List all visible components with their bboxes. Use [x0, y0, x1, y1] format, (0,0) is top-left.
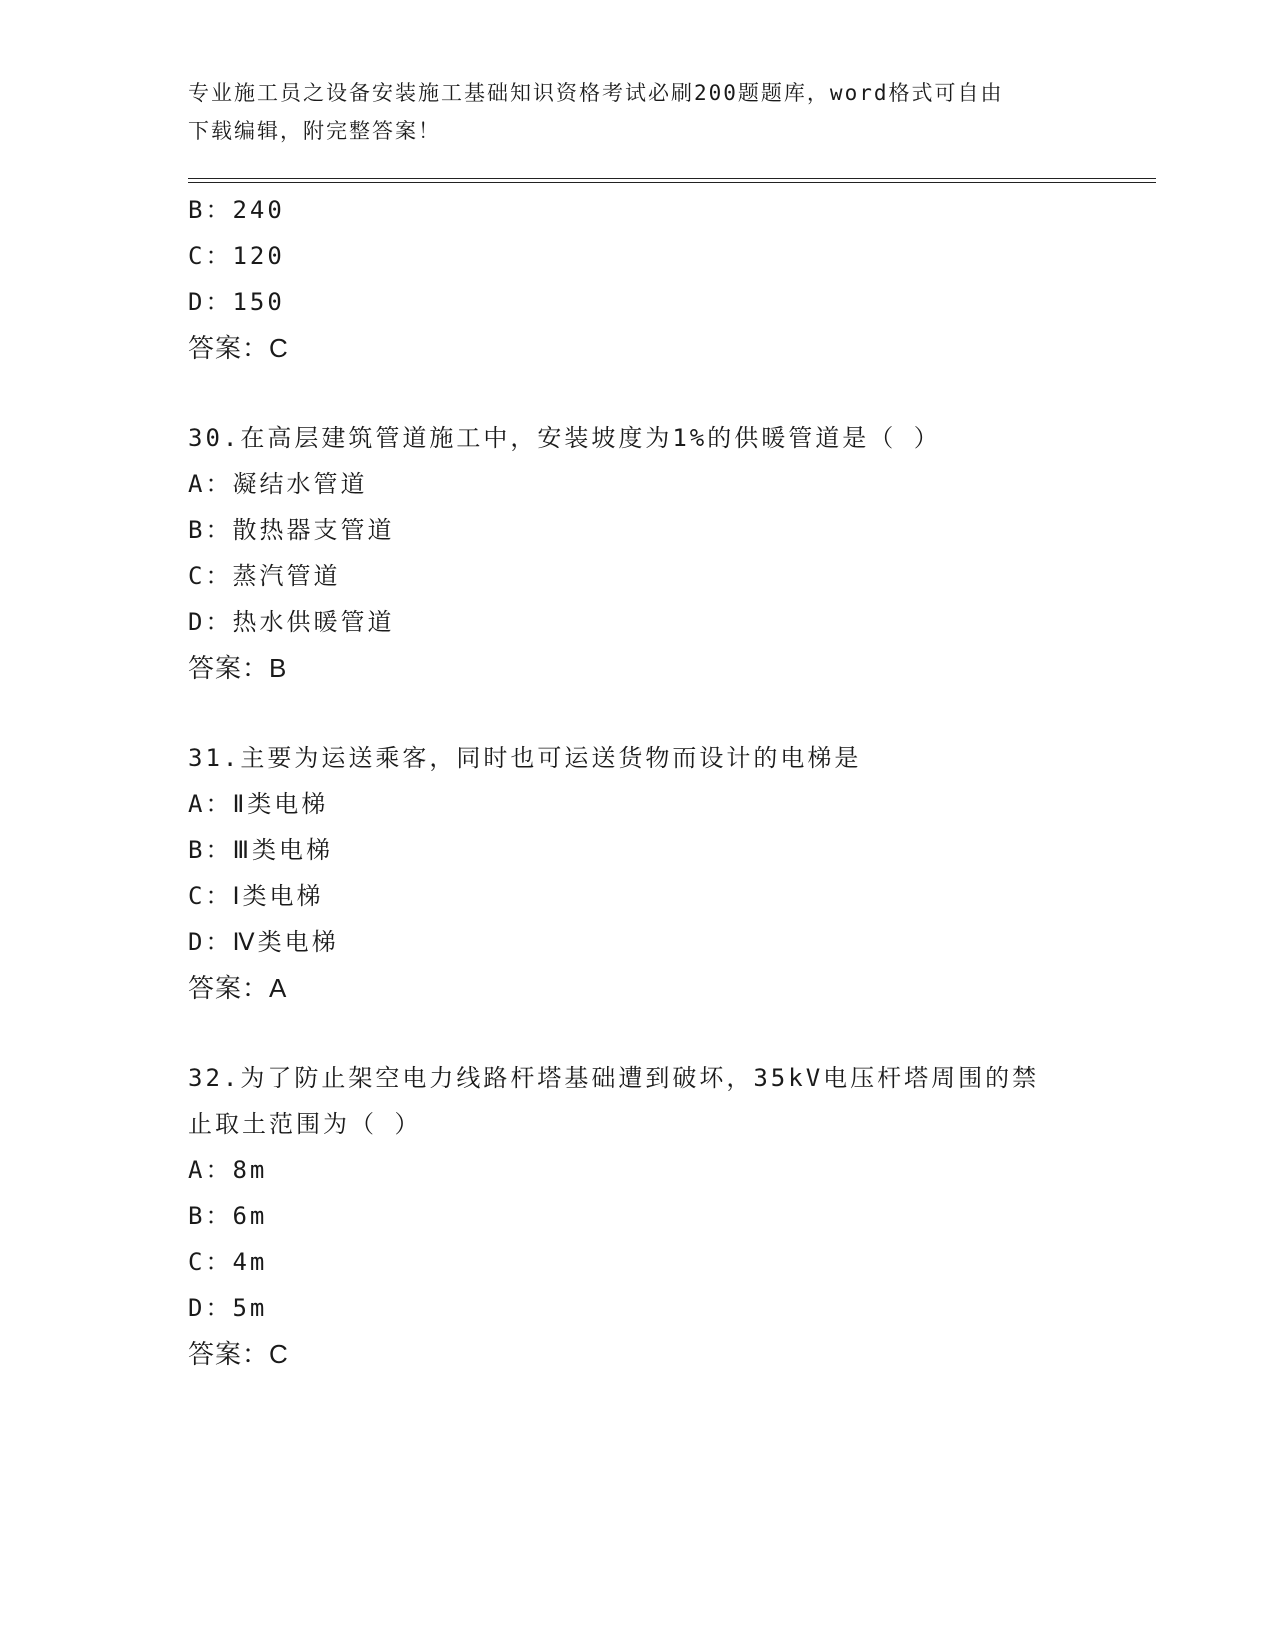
partial-question	[188, 187, 1088, 371]
answer: 答案：A	[188, 973, 288, 1003]
answer: 答案：C	[188, 333, 289, 363]
option-c: C：120	[188, 242, 285, 270]
option-b: B：散热器支管道	[188, 516, 395, 544]
question-31	[188, 735, 1088, 1011]
header-divider-bottom	[188, 182, 1156, 183]
option-c: C：Ⅰ类电梯	[188, 882, 324, 910]
question-stem: 31.主要为运送乘客，同时也可运送货物而设计的电梯是	[188, 744, 862, 772]
header-title-line1: 专业施工员之设备安装施工基础知识资格考试必刷200题题库，word格式可自由	[188, 81, 1004, 105]
option-b: B：Ⅲ类电梯	[188, 836, 333, 864]
option-a: A：凝结水管道	[188, 470, 368, 498]
option-c: C：4m	[188, 1248, 268, 1276]
question-stem-line1: 32.为了防止架空电力线路杆塔基础遭到破坏，35kV电压杆塔周围的禁	[188, 1064, 1040, 1092]
option-d: D：5m	[188, 1294, 268, 1322]
header-title-line2: 下载编辑，附完整答案！	[188, 119, 441, 143]
answer: 答案：B	[188, 653, 288, 683]
question-stem: 30.在高层建筑管道施工中，安装坡度为1%的供暖管道是（ ）	[188, 424, 941, 452]
option-d: D：热水供暖管道	[188, 608, 395, 636]
option-a: A：Ⅱ类电梯	[188, 790, 329, 818]
option-d: D：150	[188, 288, 285, 316]
question-30	[188, 415, 1088, 691]
option-c: C：蒸汽管道	[188, 562, 341, 590]
question-32	[188, 1055, 1088, 1377]
option-b: B：6m	[188, 1202, 268, 1230]
document-header	[188, 74, 1088, 150]
question-stem-line2: 止取土范围为（ ）	[188, 1110, 422, 1138]
question-list	[188, 187, 1088, 1377]
option-a: A：8m	[188, 1156, 268, 1184]
option-d: D：Ⅳ类电梯	[188, 928, 339, 956]
answer: 答案：C	[188, 1339, 289, 1369]
header-divider-top	[188, 178, 1156, 179]
option-b: B：240	[188, 196, 285, 224]
